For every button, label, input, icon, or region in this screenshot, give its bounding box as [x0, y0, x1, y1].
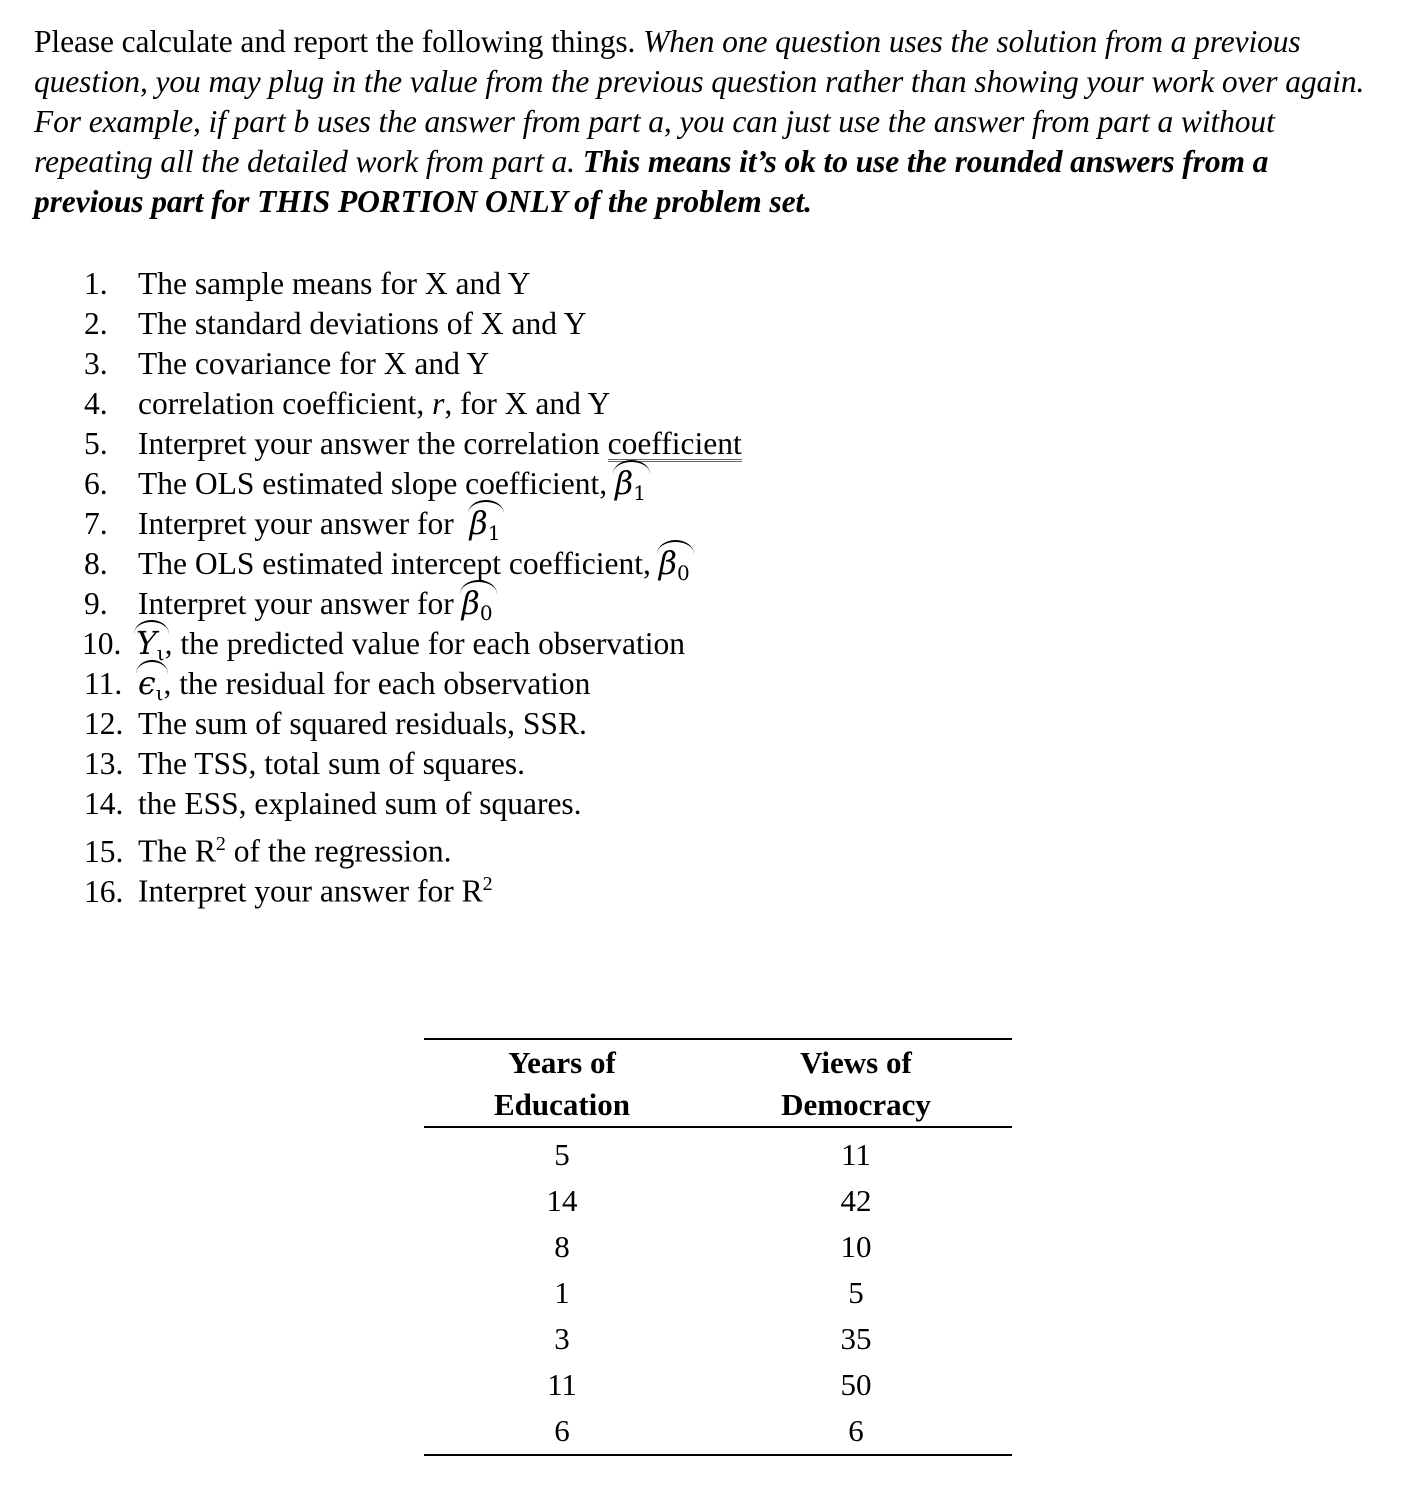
- data-table: [424, 1038, 1012, 1456]
- question-item-1: [84, 264, 742, 304]
- question-item-14: [84, 784, 742, 824]
- table-row: [424, 1270, 1012, 1316]
- table-row: [424, 1362, 1012, 1408]
- instructions-normal: Please calculate and report the following things.: [34, 24, 644, 59]
- democracy-cell: 35: [840, 1321, 872, 1356]
- question-item-7: [84, 504, 742, 544]
- democracy-cell: 50: [840, 1367, 872, 1402]
- table-row: [424, 1224, 1012, 1270]
- table-header-row: [424, 1039, 1012, 1127]
- question-number: 9.: [84, 586, 108, 621]
- question-number: 2.: [84, 306, 108, 341]
- question-number: 8.: [84, 546, 108, 581]
- instructions-paragraph: [34, 22, 1374, 222]
- y-hat-symbol: $Y_\iota$: [136, 624, 165, 673]
- table-row: [424, 1408, 1012, 1455]
- table-row: [424, 1127, 1012, 1178]
- question-text-pre: The OLS estimated intercept coefficient,: [138, 546, 659, 581]
- question-number: 13.: [84, 746, 124, 781]
- question-item-5: [84, 424, 742, 464]
- question-number: 4.: [84, 386, 108, 421]
- question-item-4: [84, 384, 742, 424]
- question-item-3: [84, 344, 742, 384]
- question-number: 16.: [84, 873, 124, 909]
- question-item-8: [84, 544, 742, 584]
- question-text-post: , the predicted value for each observation: [164, 626, 686, 661]
- education-cell: 8: [554, 1229, 570, 1264]
- question-text-pre: correlation coefficient,: [138, 386, 433, 421]
- democracy-cell: 11: [841, 1137, 871, 1172]
- question-number: 6.: [84, 466, 108, 501]
- header-years-of-education: Years of Education: [424, 1039, 700, 1127]
- question-number: 10.: [82, 626, 122, 661]
- header-views-of-democracy: Views of Democracy: [700, 1039, 1012, 1127]
- education-cell: 1: [554, 1275, 570, 1310]
- question-item-16: [84, 864, 742, 909]
- question-item-11: [84, 664, 742, 704]
- question-item-9: [84, 584, 742, 624]
- question-number: 15.: [84, 833, 124, 869]
- r-symbol: r: [432, 386, 445, 421]
- question-text: The TSS, total sum of squares.: [138, 746, 526, 781]
- question-text-pre: Interpret your answer for: [138, 586, 462, 621]
- question-number: 5.: [84, 426, 108, 461]
- question-text-post: , the residual for each observation: [163, 666, 591, 701]
- question-item-13: [84, 744, 742, 784]
- instructions-italic: When one question uses the solution from a previous question, you may plug in the value from the previous question rather than showing your work over again. For example, if part b uses the answer from part a, you can just use the answer from part a without repeating all the detailed work from part a.: [34, 24, 1365, 179]
- question-number: 14.: [84, 786, 124, 821]
- education-cell: 14: [546, 1183, 578, 1218]
- question-text-pre: The OLS estimated slope coefficient,: [138, 466, 616, 501]
- democracy-cell: 6: [700, 1408, 1012, 1455]
- question-text-pre: Interpret your answer the correlation: [138, 426, 608, 461]
- question-number: 12.: [84, 706, 124, 741]
- question-number: 3.: [84, 346, 108, 381]
- question-item-6: [84, 464, 742, 504]
- democracy-cell: 5: [848, 1275, 864, 1310]
- question-text: The standard deviations of X and Y: [138, 306, 587, 341]
- question-text: the ESS, explained sum of squares.: [138, 786, 582, 821]
- question-number: 11.: [84, 666, 123, 701]
- beta-hat-0-symbol: $\beta_0$: [462, 584, 493, 633]
- superscript-2: 2: [215, 833, 226, 855]
- question-text-post: , for X and Y: [444, 386, 611, 421]
- education-cell: 11: [547, 1367, 577, 1402]
- question-list: [82, 264, 742, 909]
- table-row: [424, 1316, 1012, 1362]
- question-text-pre: Interpret your answer for R: [138, 873, 483, 909]
- spellcheck-underlined-word: coefficient: [607, 426, 742, 461]
- question-text: The sample means for X and Y: [138, 266, 531, 301]
- question-number: 7.: [84, 506, 108, 541]
- question-text: The sum of squared residuals, SSR.: [138, 706, 587, 741]
- democracy-cell: 10: [840, 1229, 872, 1264]
- question-item-10: [82, 624, 740, 664]
- education-cell: 3: [554, 1321, 570, 1356]
- superscript-2: 2: [482, 873, 493, 895]
- question-number: 1.: [84, 266, 108, 301]
- question-item-15: [84, 824, 742, 869]
- instructions-bold-italic: This means it’s ok to use the rounded answers from a previous part for THIS PORTION ONLY of the problem set.: [34, 144, 1269, 219]
- democracy-cell: 42: [840, 1183, 872, 1218]
- question-item-12: [84, 704, 742, 744]
- question-text-pre: The R: [138, 833, 216, 869]
- question-text-pre: Interpret your answer for: [138, 506, 470, 541]
- question-item-2: [84, 304, 742, 344]
- table-row: [424, 1178, 1012, 1224]
- education-cell: 5: [554, 1137, 570, 1172]
- epsilon-hat-symbol: $\epsilon_\iota$: [138, 664, 164, 713]
- education-cell: 6: [424, 1408, 700, 1455]
- beta-hat-0-symbol: $\beta_0$: [659, 544, 690, 593]
- question-text: The covariance for X and Y: [138, 346, 490, 381]
- beta-hat-1-symbol: $\beta_1$: [470, 504, 501, 553]
- question-text-post: of the regression.: [225, 833, 452, 869]
- beta-hat-1-symbol: $\beta_1$: [615, 464, 646, 513]
